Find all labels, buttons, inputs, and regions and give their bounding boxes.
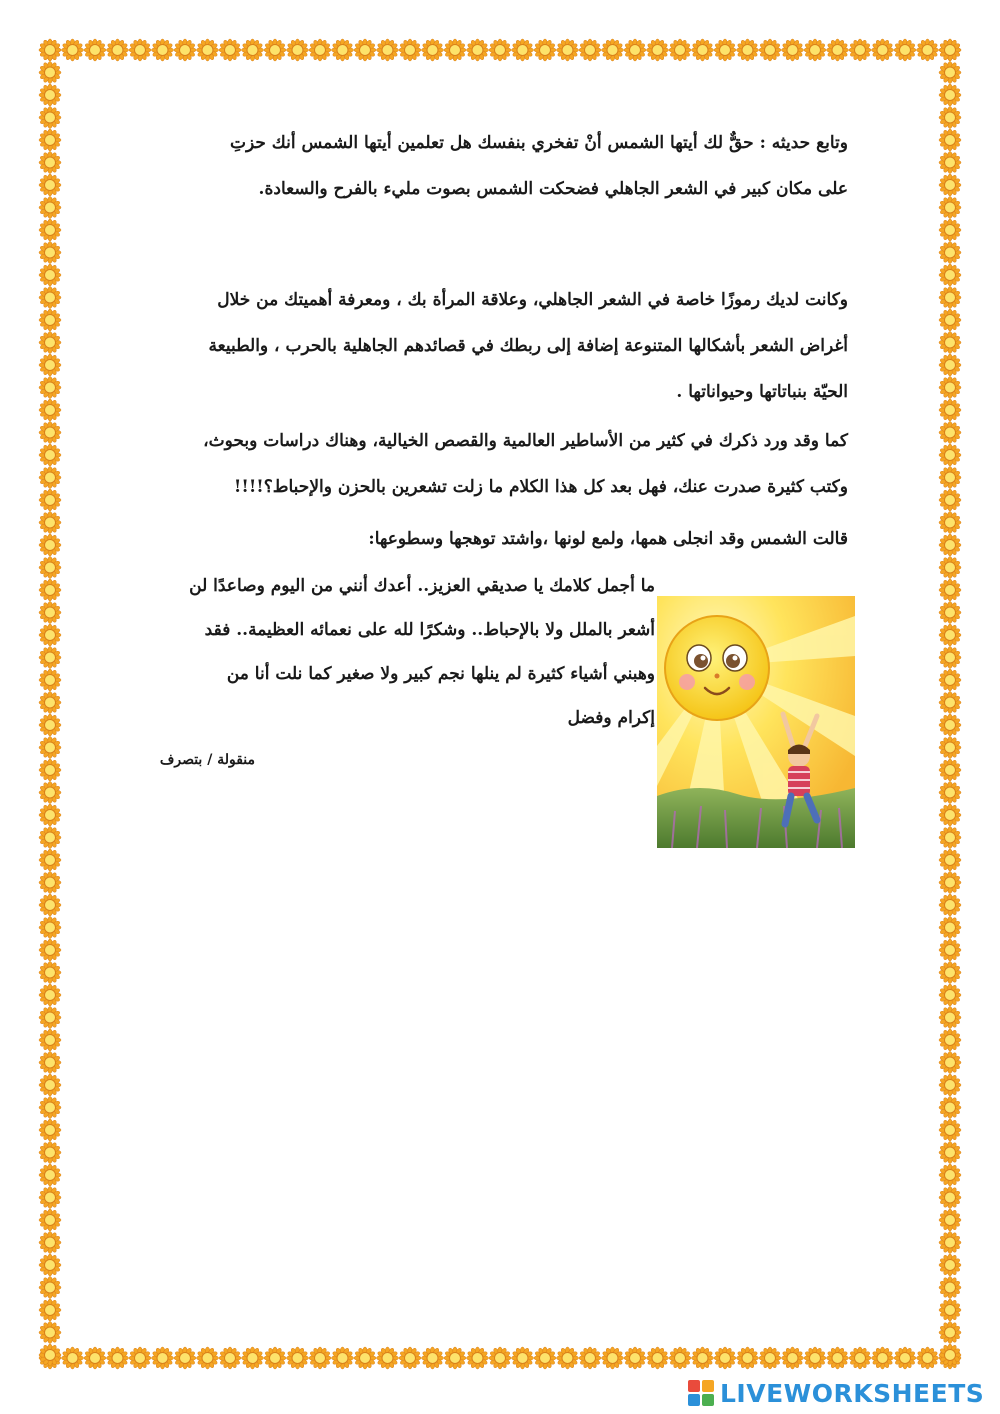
sun-flower-icon [444, 39, 466, 61]
sun-flower-icon [39, 1187, 61, 1209]
sun-flower-icon [39, 692, 61, 714]
sun-flower-icon [737, 1347, 759, 1369]
sun-flower-icon [39, 1164, 61, 1186]
sun-flower-icon [939, 962, 961, 984]
sun-flower-icon [39, 1277, 61, 1299]
sun-flower-icon [39, 647, 61, 669]
sun-flower-icon [872, 39, 894, 61]
sun-flower-icon [759, 1347, 781, 1369]
sun-flower-icon [422, 1347, 444, 1369]
sun-flower-icon [939, 894, 961, 916]
sun-flower-icon [939, 1232, 961, 1254]
sun-flower-icon [219, 1347, 241, 1369]
sun-flower-icon [939, 399, 961, 421]
sun-flower-icon [939, 1322, 961, 1344]
sun-flower-icon [39, 264, 61, 286]
sun-flower-icon [939, 512, 961, 534]
sun-flower-icon [39, 602, 61, 624]
text-line: أشعر بالملل ولا بالإحباط.. وشكرًا لله على نعمائه العظيمة.. فقد [204, 620, 655, 640]
sun-flower-icon [939, 242, 961, 264]
border-bottom-suns [38, 1346, 962, 1370]
sun-flower-icon [39, 849, 61, 871]
sun-flower-icon [467, 39, 489, 61]
sun-flower-icon [939, 332, 961, 354]
sun-flower-icon [939, 1164, 961, 1186]
sun-flower-icon [849, 39, 871, 61]
sun-flower-icon [242, 1347, 264, 1369]
sun-flower-icon [692, 39, 714, 61]
sun-flower-icon [377, 1347, 399, 1369]
sun-flower-icon [939, 1074, 961, 1096]
sun-flower-icon [939, 467, 961, 489]
sun-flower-icon [377, 39, 399, 61]
sun-flower-icon [39, 804, 61, 826]
sun-flower-icon [39, 62, 61, 84]
sun-flower-icon [624, 1347, 646, 1369]
sun-flower-icon [939, 422, 961, 444]
sun-flower-icon [39, 962, 61, 984]
sun-flower-icon [39, 894, 61, 916]
liveworksheets-brand [688, 1376, 984, 1410]
sun-flower-icon [939, 872, 961, 894]
sun-flower-icon [39, 1322, 61, 1344]
sun-flower-icon [939, 107, 961, 129]
text-line: الحيّة بنباتاتها وحيواناتها . [676, 382, 848, 402]
sun-flower-icon [107, 1347, 129, 1369]
sun-flower-icon [219, 39, 241, 61]
sun-flower-icon [827, 39, 849, 61]
source-note: منقولة / بتصرف [159, 752, 255, 768]
sun-flower-icon [354, 1347, 376, 1369]
text-line: أغراض الشعر بأشكالها المتنوعة إضافة إلى ربطك في قصائدهم الجاهلية بالحرب ، والطبيعة [208, 336, 848, 356]
sun-flower-icon [939, 377, 961, 399]
sun-flower-icon [939, 534, 961, 556]
sun-flower-icon [939, 557, 961, 579]
sun-flower-icon [669, 39, 691, 61]
sun-flower-icon [939, 287, 961, 309]
sun-flower-icon [714, 39, 736, 61]
sun-flower-icon [939, 669, 961, 691]
sun-flower-icon [39, 489, 61, 511]
sun-flower-icon [242, 39, 264, 61]
sun-flower-icon [624, 39, 646, 61]
sun-flower-icon [39, 827, 61, 849]
sun-flower-icon [39, 399, 61, 421]
sun-flower-icon [174, 39, 196, 61]
liveworksheets-logo-icon [688, 1380, 714, 1406]
sun-flower-icon [39, 444, 61, 466]
brand-name: LIVEWORKSHEETS [720, 1378, 985, 1408]
sun-flower-icon [264, 1347, 286, 1369]
sun-flower-icon [399, 39, 421, 61]
sun-flower-icon [39, 129, 61, 151]
sun-flower-icon [804, 1347, 826, 1369]
border-top-suns [38, 38, 962, 62]
sun-flower-icon [39, 377, 61, 399]
sun-flower-icon [174, 1347, 196, 1369]
sun-flower-icon [39, 1254, 61, 1276]
sun-flower-icon [467, 1347, 489, 1369]
sun-flower-icon [39, 1119, 61, 1141]
sun-flower-icon [759, 39, 781, 61]
sun-flower-icon [39, 1299, 61, 1321]
sun-flower-icon [579, 1347, 601, 1369]
sun-flower-icon [39, 242, 61, 264]
sun-flower-icon [39, 422, 61, 444]
sun-flower-icon [872, 1347, 894, 1369]
sun-flower-icon [939, 692, 961, 714]
sun-flower-icon [489, 1347, 511, 1369]
sun-flower-icon [669, 1347, 691, 1369]
sun-flower-icon [939, 1007, 961, 1029]
sun-and-boy-illustration [657, 596, 855, 848]
sun-flower-icon [39, 534, 61, 556]
sun-flower-icon [39, 174, 61, 196]
sun-flower-icon [939, 264, 961, 286]
sun-flower-icon [939, 602, 961, 624]
sun-flower-icon [422, 39, 444, 61]
sun-flower-icon [39, 939, 61, 961]
sun-flower-icon [714, 1347, 736, 1369]
sun-flower-icon [939, 804, 961, 826]
sun-flower-icon [939, 1254, 961, 1276]
sun-flower-icon [39, 219, 61, 241]
sun-flower-icon [534, 39, 556, 61]
sun-flower-icon [534, 1347, 556, 1369]
sun-flower-icon [332, 1347, 354, 1369]
sun-flower-icon [197, 1347, 219, 1369]
sun-flower-icon [512, 1347, 534, 1369]
sun-flower-icon [939, 1344, 961, 1366]
paragraph-1 [148, 120, 848, 212]
text-line: وكانت لديك رموزًا خاصة في الشعر الجاهلي، وعلاقة المرأة بك ، ومعرفة أهميتك من خلال [217, 290, 848, 310]
sun-flower-icon [39, 624, 61, 646]
sun-flower-icon [152, 39, 174, 61]
border-right-suns [938, 38, 962, 1370]
sun-flower-icon [579, 39, 601, 61]
sun-flower-icon [39, 557, 61, 579]
sun-flower-icon [39, 579, 61, 601]
text-line: على مكان كبير في الشعر الجاهلي فضحكت الشمس بصوت مليء بالفرح والسعادة. [258, 179, 848, 199]
paragraph-3 [148, 418, 848, 510]
sun-flower-icon [399, 1347, 421, 1369]
sun-flower-icon [939, 647, 961, 669]
sun-flower-icon [107, 39, 129, 61]
sun-flower-icon [939, 174, 961, 196]
sun-flower-icon [39, 467, 61, 489]
sun-flower-icon [939, 827, 961, 849]
sun-flower-icon [939, 197, 961, 219]
sun-flower-icon [39, 1007, 61, 1029]
sun-flower-icon [557, 39, 579, 61]
text-line: إكرام وفضل [567, 708, 655, 728]
sun-flower-icon [39, 332, 61, 354]
paragraph-4 [148, 516, 848, 562]
paragraph-5-sun-reply [145, 564, 655, 740]
paragraph-2 [148, 277, 848, 415]
sun-flower-icon [39, 782, 61, 804]
sun-flower-icon [737, 39, 759, 61]
sun-flower-icon [939, 1187, 961, 1209]
sun-flower-icon [939, 444, 961, 466]
sun-flower-icon [354, 39, 376, 61]
sun-flower-icon [939, 1097, 961, 1119]
sun-flower-icon [332, 39, 354, 61]
sun-flower-icon [39, 984, 61, 1006]
sun-flower-icon [444, 1347, 466, 1369]
sun-flower-icon [939, 624, 961, 646]
sun-flower-icon [939, 984, 961, 1006]
sun-flower-icon [939, 309, 961, 331]
sun-flower-icon [939, 579, 961, 601]
sun-flower-icon [917, 1347, 939, 1369]
sun-flower-icon [39, 1074, 61, 1096]
border-left-suns [38, 38, 62, 1370]
sun-flower-icon [287, 39, 309, 61]
sun-flower-icon [39, 1142, 61, 1164]
sun-flower-icon [849, 1347, 871, 1369]
sun-flower-icon [39, 512, 61, 534]
sun-flower-icon [939, 39, 961, 61]
sun-flower-icon [39, 84, 61, 106]
sun-flower-icon [804, 39, 826, 61]
sun-flower-icon [489, 39, 511, 61]
sun-flower-icon [39, 107, 61, 129]
sun-flower-icon [939, 129, 961, 151]
sun-flower-icon [39, 1052, 61, 1074]
sun-flower-icon [39, 669, 61, 691]
sun-flower-icon [39, 714, 61, 736]
sun-flower-icon [647, 1347, 669, 1369]
sun-flower-icon [939, 849, 961, 871]
sun-flower-icon [939, 62, 961, 84]
sun-flower-icon [939, 1209, 961, 1231]
sun-flower-icon [939, 489, 961, 511]
sun-flower-icon [939, 219, 961, 241]
sun-flower-icon [827, 1347, 849, 1369]
sun-flower-icon [152, 1347, 174, 1369]
sun-flower-icon [62, 39, 84, 61]
sun-flower-icon [39, 1344, 61, 1366]
sun-flower-icon [939, 939, 961, 961]
text-line: وكتب كثيرة صدرت عنك، فهل بعد كل هذا الكلام ما زلت تشعرين بالحزن والإحباط؟!!!! [233, 477, 848, 497]
sun-flower-icon [309, 39, 331, 61]
sun-flower-icon [512, 39, 534, 61]
text-line: وتابع حديثه : حقٌّ لك أيتها الشمس أنْ تفخري بنفسك هل تعلمين أيتها الشمس أنك حزتِ [229, 133, 848, 153]
sun-flower-icon [557, 1347, 579, 1369]
sun-flower-icon [782, 39, 804, 61]
sun-flower-icon [939, 1299, 961, 1321]
sun-flower-icon [129, 39, 151, 61]
sun-flower-icon [39, 917, 61, 939]
sun-flower-icon [939, 782, 961, 804]
sun-flower-icon [894, 1347, 916, 1369]
sun-flower-icon [939, 1052, 961, 1074]
sun-flower-icon [39, 1209, 61, 1231]
sun-flower-icon [197, 39, 219, 61]
sun-flower-icon [39, 152, 61, 174]
sun-flower-icon [939, 737, 961, 759]
sun-flower-icon [84, 39, 106, 61]
text-line: وهبني أشياء كثيرة لم ينلها نجم كبير ولا صغير كما نلت أنا من [226, 664, 655, 684]
sun-flower-icon [39, 197, 61, 219]
sun-flower-icon [129, 1347, 151, 1369]
sun-flower-icon [287, 1347, 309, 1369]
sun-flower-icon [39, 39, 61, 61]
sun-flower-icon [917, 39, 939, 61]
sun-flower-icon [939, 84, 961, 106]
sun-flower-icon [939, 714, 961, 736]
sun-flower-icon [39, 354, 61, 376]
sun-flower-icon [939, 759, 961, 781]
sun-flower-icon [939, 152, 961, 174]
sun-flower-icon [782, 1347, 804, 1369]
sun-flower-icon [309, 1347, 331, 1369]
sun-flower-icon [39, 1029, 61, 1051]
sun-flower-icon [602, 39, 624, 61]
sun-flower-icon [62, 1347, 84, 1369]
sun-flower-icon [84, 1347, 106, 1369]
text-line: كما وقد ورد ذكرك في كثير من الأساطير العالمية والقصص الخيالية، وهناك دراسات وبحوث، [203, 431, 848, 451]
sun-flower-icon [39, 309, 61, 331]
sun-flower-icon [692, 1347, 714, 1369]
sun-flower-icon [264, 39, 286, 61]
sun-flower-icon [39, 1232, 61, 1254]
sun-flower-icon [939, 917, 961, 939]
text-line: قالت الشمس وقد انجلى همها، ولمع لونها ،واشتد توهجها وسطوعها: [368, 529, 848, 549]
sun-flower-icon [939, 1029, 961, 1051]
text-line: ما أجمل كلامك يا صديقي العزيز.. أعدك أنني من اليوم وصاعدًا لن [189, 576, 655, 596]
sun-flower-icon [939, 1277, 961, 1299]
sun-flower-icon [39, 872, 61, 894]
sun-flower-icon [939, 1142, 961, 1164]
sun-flower-icon [39, 287, 61, 309]
sun-flower-icon [39, 1097, 61, 1119]
sun-flower-icon [894, 39, 916, 61]
sun-flower-icon [939, 1119, 961, 1141]
sun-flower-icon [602, 1347, 624, 1369]
sun-flower-icon [939, 354, 961, 376]
sun-flower-icon [647, 39, 669, 61]
